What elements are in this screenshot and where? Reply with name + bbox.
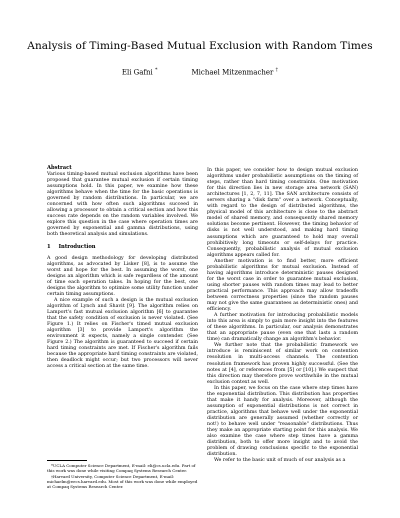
right-column [207,168,358,464]
body-paragraph: We refer to the basic unit of much of our analysis as a [214,458,346,464]
left-column [47,165,198,370]
body-paragraph: We further note that the probabilistic framework we introduce is reminiscent of similar work on contention resolution in multi-access channels. The contention resolution framework has proven highly successful. (See the notes at [4], or references from [5] or [10].) We suspect that this direction may therefore prove worthwhile in the mutual exclusion context as well. [207,343,358,385]
footnote-rule [47,460,87,461]
author-footnote-mark: † [275,67,279,73]
section-heading [47,244,198,251]
author-1 [122,67,158,76]
author-name: Michael Mitzenmacher [191,68,274,77]
body-paragraph: In this paper, we consider how to design mutual exclusion algorithms under probabilistic assumptions on the timing of steps, rather than hard timing constraints. One motivation for this direction lies in new storage area network (SAN) architectures [1, 2, 7, 11]. The SAN architecture consists of servers sharing a "disk farm" over a network. Conceptually, with regard to the design of distributed algorithms, the physical model of this architecture is close to the abstract model of shared memory, and consequently shared memory solutions become pertinent. However, the timing behavior of disks is not well understood, and making hard timing assumptions which are guaranteed to hold may overall prohibitively long timeouts or self-delays for practice. Consequently, probabilistic analysis of mutual exclusion algorithms appears called for. [207,168,358,258]
body-paragraph: In this paper, we focus on the case where step times have the exponential distribution. This distribution has properties that make it handy for analysis. Moreover, although the assumption of exponential distributions is not correct in practice, algorithms that behave well under the exponential distribution are generally assumed (whether correctly or not!) to behave well under "reasonable" distributions. Thus they make an appropriate starting point for this analysis. We also examine the case where step times have a gamma distribution, both to offer more insight and to avoid the problem of drawing conclusions specific to the exponential distribution. [207,385,358,458]
footnotes [47,460,198,489]
footnote: *UCLA Computer Science Department, E-mail: eli@cs.ucla.edu. Part of this work was done while visiting Compaq Systems Research Center. [47,463,196,474]
footnote: †Harvard University, Computer Science Department, E-mail: michaelm@eecs.harvard.edu. Most of this work was done while employed at Compaq Systems Research Center. [47,473,198,489]
abstract-heading: Abstract [47,165,72,171]
body-paragraph: Another motivation is to find better, more efficient probabilistic algorithms for mutual exclusion. Instead of having algorithms introduce deterministic pauses designed for the worst case in order to guarantee mutual exclusion, using shorter pauses with random times may lead to better practical performance. This approach may allow tradeoffs between correctness properties (since the random pauses may not give the same guarantees as deterministic ones) and efficiency. [207,258,358,313]
abstract-text: Various timing-based mutual exclusion algorithms have been proposed that guarantee mutual exclusion if certain timing assumptions hold. In this paper, we examine how these algorithms behave when the time for the basic operations is governed by random distributions. In particular, we are concerned with how often such algorithms succeed in allowing a processor to obtain a critical section and how this success rate depends on the random variables involved. We explore this question in the case where operation times are governed by exponential and gamma distributions, using both theoretical analysis and simulations. [47,171,198,237]
section-number: 1 [47,244,51,251]
author-list [0,67,400,76]
author-2 [192,67,279,76]
body-paragraph: A good design methodology for developing distributed algorithms, as advocated by Lisker [8], is to assume the worst and hope for the best. In assuming the worst, one designs an algorithm which is safe regardless of the amount of time each operation takes. In hoping for the best, one designs the algorithm to optimize some utility function under certain timing assumptions. [47,255,198,297]
body-paragraph: A further motivation for introducing probabilistic models into this area is simply to gain more insight into the features of these algorithms. In particular, our analysis demonstrates that an appropriate pause (even one that lasts a random time) can dramatically change an algorithm's behavior. [207,313,358,343]
body-paragraph: A nice example of such a design is the mutual exclusion algorithm of Lynch and Shavit [9]. The algorithm relies on Lamport's fast mutual exclusion algorithm [6] to guarantee that the safety condition of exclusion is never violated. (See Figure 1.) It relies on Fischer's timed mutual exclusion algorithm [3] to provide Lamport's algorithm the environment it expects, namely a single contender. (See Figure 2.) The algorithm is guaranteed to succeed if certain hard timing constraints are met. If Fischer's algorithm fails because the appropriate hard timing constraints are violated, then deadlock might occur; but two processors will never access a critical section at the same time. [47,297,198,370]
paper-title: Analysis of Timing-Based Mutual Exclusion with Random Times [27,40,373,52]
section-title: Introduction [58,244,96,251]
author-name: Eli Gafni [121,68,153,77]
author-footnote-mark: * [155,67,158,73]
